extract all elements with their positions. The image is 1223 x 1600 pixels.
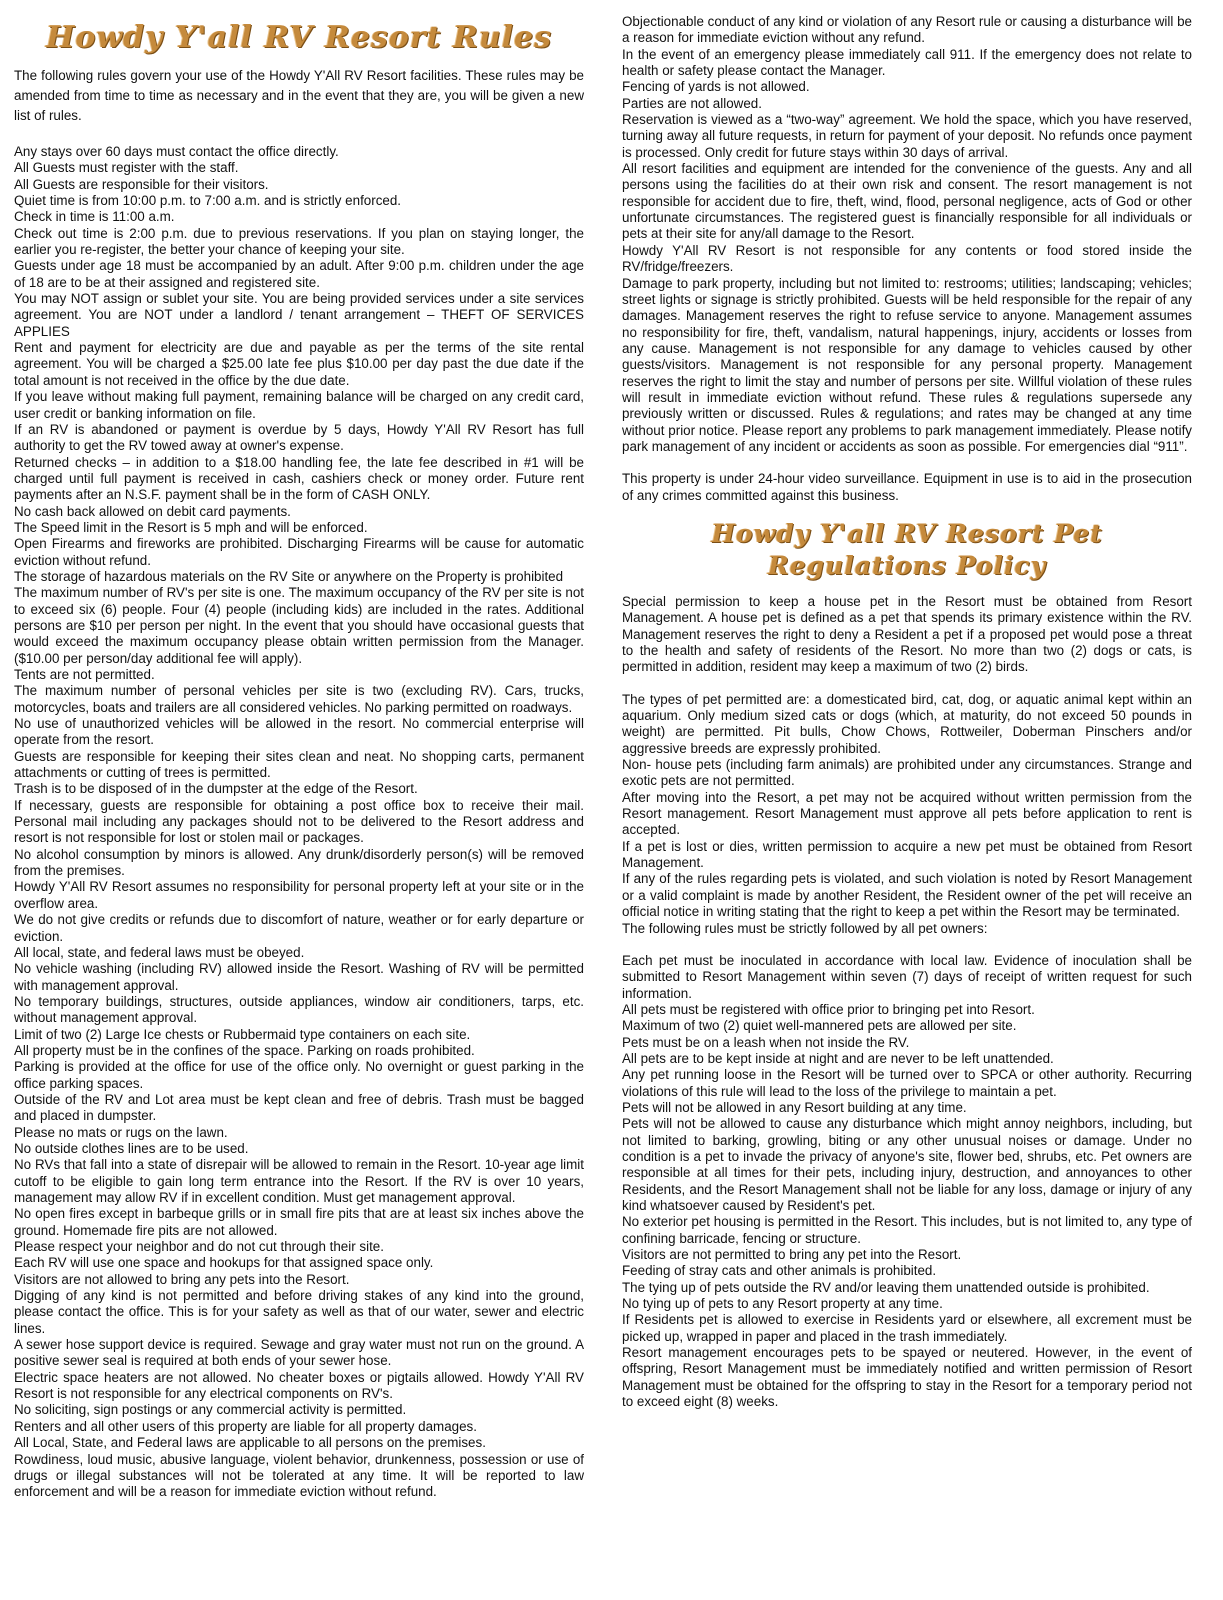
rule-item: All resort facilities and equipment are intended for the convenience of the guests. Any and all persons using the facilities do at their own risk and consent. The resort management is not responsible for accident due to fire, theft, wind, flood, personal negligence, acts of God or other unfortunate circumstances. The registered guest is financially responsible for all individuals or pets at their site for any/all damage to the Resort.: [622, 161, 1192, 242]
spacer: [622, 937, 1192, 953]
rule-item: You may NOT assign or sublet your site. You are being provided services under a site services agreement. You are NOT under a landlord / tenant arrangement – THEFT OF SERVICES APPLIES: [14, 291, 584, 339]
rule-item: Rowdiness, loud music, abusive language, violent behavior, drunkenness, possession or use of drugs or illegal substances will not be tolerated at any time. It will be reported to law enforcement and will be a reason for immediate eviction without refund.: [14, 1451, 584, 1500]
rule-item: If necessary, guests are responsible for obtaining a post office box to receive their mail. Personal mail including any packages should not to be delivered to the Resort address and resort is not responsible for lost or stolen mail or packages.: [14, 797, 584, 846]
rule-item: No outside clothes lines are to be used.: [14, 1140, 249, 1156]
rules-list-right: [622, 14, 1192, 455]
rule-item: No use of unauthorized vehicles will be allowed in the resort. No commercial enterprise will operate from the resort.: [14, 716, 584, 748]
rule-item: Reservation is viewed as a “two-way” agreement. We hold the space, which you have reserved, turning away all future requests, in return for payment of your deposit. No refunds once payment is processed. Only credit for future stays within 30 days of arrival.: [622, 112, 1192, 160]
intro-paragraph: The following rules govern your use of the Howdy Y'All RV Resort facilities. These rules may be amended from time to time as necessary and in the event that they are, you will be given a new list of rules.: [14, 68, 584, 123]
pet-policy-title: Howdy Y'all RV Resort Pet Regulations Policy: [711, 518, 1103, 580]
rule-item: Damage to park property, including but not limited to: restrooms; utilities; landscaping; vehicles; street lights or signage is strictly prohibited. Guests will be held responsible for the repair of any damages. Management reserves the right to refuse service to anyone. Management assumes no responsibility for fire, theft, vandalism, natural happenings, injury, accidents or losses from any cause. Management is not responsible for any damage to vehicles caused by other guests/visitors. Management is not responsible for any personal property. Management reserves the right to limit the stay and number of persons per site. Willful violation of these rules will result in immediate eviction without refund. These rules & regulations supersede any previously written or discussed. Rules & regulations; and rates may be changed at any time without prior notice. Please report any problems to park management immediately. Please notify park management of any incident or accidents as soon as possible. For emergencies dial “911”.: [622, 275, 1192, 454]
rule-item: All Guests must register with the staff.: [14, 160, 239, 176]
rule-item: No alcohol consumption by minors is allowed. Any drunk/disorderly person(s) will be removed from the premises.: [14, 846, 584, 879]
rule-item: We do not give credits or refunds due to discomfort of nature, weather or for early departure or eviction.: [14, 912, 584, 944]
spacer: [622, 455, 1192, 471]
rule-item: All property must be in the confines of the space. Parking on roads prohibited.: [14, 1042, 475, 1058]
pet-rule-item: Visitors are not permitted to bring any pet into the Resort.: [622, 1247, 962, 1263]
rule-item: The storage of hazardous materials on the RV Site or anywhere on the Property is prohibited: [14, 568, 564, 584]
rule-item: Trash is to be disposed of in the dumpster at the edge of the Resort.: [14, 781, 418, 797]
pet-rule-item: Any pet running loose in the Resort will be turned over to SPCA or other authority. Recurring violations of this rule will lead to the loss of the privilege to maintain a pet.: [622, 1067, 1192, 1099]
rule-item: Please no mats or rugs on the lawn.: [14, 1124, 228, 1140]
pet-rule-item: Pets will not be allowed in any Resort building at any time.: [622, 1099, 967, 1115]
rule-item: Guests are responsible for keeping their sites clean and neat. No shopping carts, permanent attachments or cutting of trees is permitted.: [14, 748, 584, 781]
main-title: Howdy Y'all RV Resort Rules: [45, 20, 553, 55]
rule-item: No open fires except in barbeque grills or in small fire pits that are at least six inches above the ground. Homemade fire pits are not allowed.: [14, 1206, 584, 1238]
pet-rule-item: Non- house pets (including farm animals) are prohibited under any circumstances. Strange and exotic pets are not permitted.: [622, 757, 1192, 789]
pet-rule-item: All pets are to be kept inside at night and are never to be left unattended.: [622, 1050, 1054, 1066]
left-column: [14, 14, 584, 1600]
rule-item: No soliciting, sign postings or any commercial activity is permitted.: [14, 1402, 407, 1418]
pet-rule-item: The following rules must be strictly followed by all pet owners:: [622, 920, 988, 936]
pet-rule-item: Each pet must be inoculated in accordance with local law. Evidence of inoculation shall be submitted to Resort Management within seven (7) days of receipt of written request for such information.: [622, 952, 1192, 1001]
rule-item: In the event of an emergency please immediately call 911. If the emergency does not relate to health or safety please contact the Manager.: [622, 46, 1192, 79]
rule-item: The maximum number of RV's per site is one. The maximum occupancy of the RV per site is not to exceed six (6) people. Four (4) people (including kids) are included in the rates. Additional persons are $10 per person per night. In the event that you should have occasional guests that would exceed the maximum occupancy please obtain written permission from the Manager. ($10.00 per person/day additional fee will apply).: [14, 585, 584, 666]
rule-item: No vehicle washing (including RV) allowed inside the Resort. Washing of RV will be permitted with management approval.: [14, 961, 584, 993]
rule-item: Each RV will use one space and hookups for that assigned space only.: [14, 1255, 434, 1271]
rule-item: Open Firearms and fireworks are prohibited. Discharging Firearms will be cause for automatic eviction without refund.: [14, 536, 584, 568]
rule-item: If you leave without making full payment, remaining balance will be charged on any credit card, user credit or banking information on file.: [14, 389, 584, 421]
pet-rules-list-a: [622, 692, 1192, 937]
pet-rule-item: Resort management encourages pets to be spayed or neutered. However, in the event of offspring, Resort Management must be immediately notified and written permission of Resort Management must be obtained for the offspring to stay in the Resort for a temporary period not to exceed eight (8) weeks.: [622, 1345, 1192, 1410]
rule-item: Electric space heaters are not allowed. No cheater boxes or pigtails allowed. Howdy Y'All RV Resort is not responsible for any electrical components on RV's.: [14, 1369, 584, 1402]
pet-rule-item: Feeding of stray cats and other animals is prohibited.: [622, 1263, 937, 1279]
pet-rule-item: If a pet is lost or dies, written permission to acquire a new pet must be obtained from Resort Management.: [622, 838, 1192, 871]
rule-item: Visitors are not allowed to bring any pets into the Resort.: [14, 1271, 350, 1287]
rule-item: The Speed limit in the Resort is 5 mph and will be enforced.: [14, 519, 368, 535]
pet-rule-item: The types of pet permitted are: a domesticated bird, cat, dog, or aquatic animal kept within an aquarium. Only medium sized cats or dogs (which, at maturity, do not exceed 50 pounds in weight) are permitted. Pit bulls, Chow Chows, Rottweiler, Doberman Pinschers and/or aggressive breeds are expressly prohibited.: [622, 691, 1192, 756]
rule-item: Howdy Y'All RV Resort assumes no responsibility for personal property left at your site or in the overflow area.: [14, 879, 584, 911]
rule-item: Renters and all other users of this property are liable for all property damages.: [14, 1418, 477, 1434]
rule-item: Tents are not permitted.: [14, 667, 155, 682]
rule-item: Parties are not allowed.: [622, 95, 762, 111]
pet-rule-item: No exterior pet housing is permitted in the Resort. This includes, but is not limited to, any type of confining barricade, fencing or structure.: [622, 1214, 1192, 1246]
rule-item: No cash back allowed on debit card payments.: [14, 503, 291, 519]
pet-rule-item: All pets must be registered with office prior to bringing pet into Resort.: [622, 1001, 1035, 1017]
rule-item: Parking is provided at the office for use of the office only. No overnight or guest parking in the office parking spaces.: [14, 1059, 584, 1091]
rule-item: Quiet time is from 10:00 p.m. to 7:00 a.m. and is strictly enforced.: [14, 193, 402, 209]
pet-rule-item: Maximum of two (2) quiet well-mannered pets are allowed per site.: [622, 1018, 1017, 1034]
rule-item: If an RV is abandoned or payment is overdue by 5 days, Howdy Y'All RV Resort has full authority to get the RV towed away at owner's expense.: [14, 421, 584, 454]
rule-item: All local, state, and federal laws must be obeyed.: [14, 944, 305, 960]
rule-item: No RVs that fall into a state of disrepair will be allowed to remain in the Resort. 10-year age limit cutoff to be eligible to gain long term entrance into the Resort. If the RV is over 10 years, management may allow RV if in excellent condition. Must get management approval.: [14, 1157, 584, 1205]
rule-item: Howdy Y'All RV Resort is not responsible for any contents or food stored inside the RV/fridge/freezers.: [622, 242, 1192, 275]
rule-item: Limit of two (2) Large Ice chests or Rubbermaid type containers on each site.: [14, 1026, 471, 1042]
rule-item: Digging of any kind is not permitted and before driving stakes of any kind into the ground, please contact the office. This is for your safety as well as that of our water, sewer and electric lines.: [14, 1288, 584, 1336]
surveillance-notice: This property is under 24-hour video surveillance. Equipment in use is to aid in the prosecution of any crimes committed against this business.: [622, 471, 1192, 503]
rule-item: No temporary buildings, structures, outside appliances, window air conditioners, tarps, etc. without management approval.: [14, 993, 584, 1026]
spacer: [622, 676, 1192, 692]
right-column: [622, 14, 1192, 1600]
rule-item: Please respect your neighbor and do not cut through their site.: [14, 1239, 384, 1255]
pet-rules-list-b: [622, 953, 1192, 1411]
rule-item: Returned checks – in addition to a $18.00 handling fee, the late fee described in #1 will be charged until full payment is received in cash, cashiers check or money order. Future rent payments after an N.S.F. payment shall be in the form of CASH ONLY.: [14, 454, 584, 503]
pet-rule-item: No tying up of pets to any Resort property at any time.: [622, 1296, 943, 1312]
rule-item: Any stays over 60 days must contact the office directly.: [14, 144, 339, 159]
rule-item: All Local, State, and Federal laws are applicable to all persons on the premises.: [14, 1435, 486, 1451]
pet-rule-item: If any of the rules regarding pets is violated, and such violation is noted by Resort Management or a valid complaint is made by another Resident, the Resident owner of the pet will receive an official notice in writing stating that the right to keep a pet within the Resort may be terminated.: [622, 871, 1192, 920]
pet-rule-item: If Residents pet is allowed to exercise in Residents yard or elsewhere, all excrement must be picked up, wrapped in paper and placed in the trash immediately.: [622, 1312, 1192, 1344]
rule-item: Check in time is 11:00 a.m.: [14, 209, 175, 225]
rules-list-left: [14, 144, 584, 1501]
rule-item: The maximum number of personal vehicles per site is two (excluding RV). Cars, trucks, motorcycles, boats and trailers are all considered vehicles. No parking permitted on roadways.: [14, 683, 584, 715]
rule-item: Check out time is 2:00 p.m. due to previous reservations. If you plan on staying longer, the earlier you re-register, the better your chance of keeping your site.: [14, 225, 584, 258]
rule-item: Fencing of yards is not allowed.: [622, 79, 810, 95]
pet-rule-item: Pets must be on a leash when not inside the RV.: [622, 1034, 910, 1050]
rule-item: Guests under age 18 must be accompanied by an adult. After 9:00 p.m. children under the age of 18 are to be at their assigned and registered site.: [14, 258, 584, 290]
pet-rule-item: After moving into the Resort, a pet may not be acquired without written permission from the Resort management. Resort Management must approve all pets before application to rent is accepted.: [622, 789, 1192, 838]
pet-rule-item: Pets will not be allowed to cause any disturbance which might annoy neighbors, including, but not limited to barking, growling, biting or any other unusual noises or damage. Under no condition is a pet to invade the privacy of anyone's site, flower bed, shrubs, etc. Pet owners are responsible at all times for their pets, including injury, destruction, and annoyances to other Residents, and the Resort Management shall not be liable for any loss, damage or injury of any kind whatsoever caused by Resident's pet.: [622, 1116, 1192, 1213]
rule-item: A sewer hose support device is required. Sewage and gray water must not run on the ground. A positive sewer seal is required at both ends of your sewer hose.: [14, 1337, 584, 1369]
rule-item: Outside of the RV and Lot area must be kept clean and free of debris. Trash must be bagged and placed in dumpster.: [14, 1091, 584, 1124]
rule-item: All Guests are responsible for their visitors.: [14, 176, 269, 192]
rule-item: Objectionable conduct of any kind or violation of any Resort rule or causing a disturbance will be a reason for immediate eviction without any refund.: [622, 14, 1192, 46]
pet-intro-paragraph: Special permission to keep a house pet in the Resort must be obtained from Resort Management. A house pet is defined as a pet that spends its primary existence within the RV. Management reserves the right to deny a Resident a pet if a proposed pet would pose a threat to the health and safety of residents of the Resort. No more than two (2) dogs or cats, is permitted in addition, resident may keep a maximum of two (2) birds.: [622, 593, 1192, 675]
rule-item: Rent and payment for electricity are due and payable as per the terms of the site rental agreement. You will be charged a $25.00 late fee plus $10.00 per day past the due date if the total amount is not received in the office by the due date.: [14, 340, 584, 388]
pet-rule-item: The tying up of pets outside the RV and/or leaving them unattended outside is prohibited.: [622, 1279, 1150, 1295]
